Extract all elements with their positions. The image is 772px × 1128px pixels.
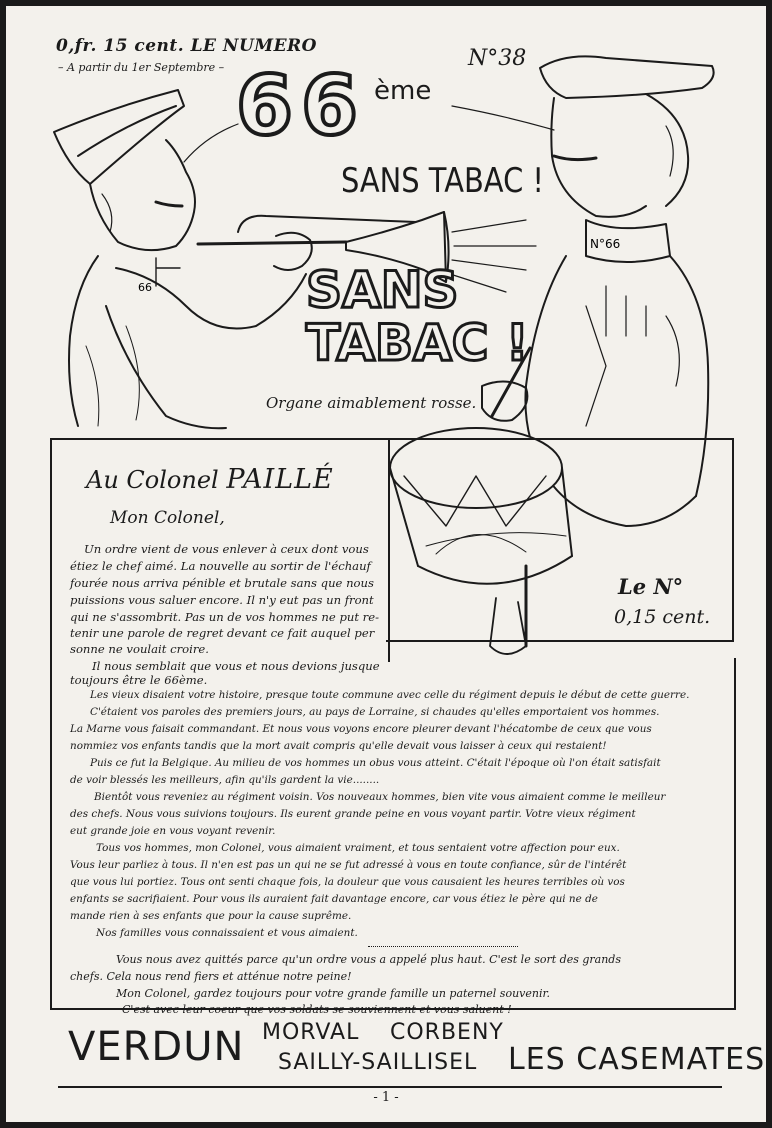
letter-title-prefix: Au Colonel [86, 466, 219, 494]
place-sailly-saillisel: SAILLY-SAILLISEL [278, 1050, 478, 1075]
letter-line: fourée nous arriva pénible et brutale sans que nous [70, 576, 374, 590]
place-morval: MORVAL [262, 1020, 360, 1045]
issue-price-header: 0,fr. 15 cent. LE NUMERO [56, 36, 317, 56]
frame-divider [386, 640, 734, 642]
letter-line: Mon Colonel, gardez toujours pour votre grande famille un paternel souvenir. [116, 987, 551, 1000]
drummer-collar-number: N°66 [590, 237, 621, 251]
letter-separator [368, 946, 518, 947]
price-effective-date: – A partir du 1er Septembre – [58, 61, 225, 74]
newspaper-page [6, 6, 766, 1122]
issue-number: N°38 [468, 46, 527, 71]
letter-line: toujours être le 66ème. [70, 673, 208, 687]
letter-title [86, 464, 334, 495]
letter-line: puissions vous saluer encore. Il n'y eut pas un front [70, 593, 374, 607]
place-les-casemates: LES CASEMATES [508, 1042, 766, 1077]
issue-price-value: 0,15 cent. [614, 606, 711, 628]
page-number: - 1 - [373, 1090, 399, 1105]
letter-line: étiez le chef aimé. La nouvelle au sortir de l'échauf [70, 559, 371, 573]
letter-line: eut grande joie en vous voyant revenir. [70, 825, 276, 837]
letter-line: Vous nous avez quittés parce qu'un ordre vous a appelé plus haut. C'est le sort des grands [116, 953, 621, 966]
letter-line: de voir blessés les meilleurs, afin qu'ils gardent la vie........ [70, 774, 380, 786]
illustration-frame [386, 438, 734, 642]
masthead-tagline: Organe aimablement rosse. [266, 394, 477, 412]
letter-line: Vous leur parliez à tous. Il n'en est pas un qui ne se fut adressé à vous en toute confiance, sûr de l'intérêt [70, 859, 627, 871]
letter-line: C'étaient vos paroles des premiers jours, au pays de Lorraine, si chaudes qu'elles emportaient vos hommes. [90, 706, 660, 718]
letter-line: enfants se sacrifiaient. Pour vous ils auraient fait davantage encore, car vous étiez le père qui ne de [70, 893, 598, 905]
letter-line: chefs. Cela nous rend fiers et atténue notre peine! [70, 970, 352, 983]
masthead-title-line2: TABAC ! [306, 313, 529, 372]
regiment-suffix: ème [374, 76, 432, 106]
letter-line: Il nous semblait que vous et nous devions jusque [92, 659, 380, 673]
letter-line: Bientôt vous reveniez au régiment voisin. Vos nouveaux hommes, bien vite vous aimaient comme le meilleur [94, 791, 666, 803]
place-verdun: VERDUN [68, 1024, 245, 1070]
issue-price-label: Le N° [618, 574, 684, 599]
letter-line: Un ordre vient de vous enlever à ceux dont vous [84, 542, 369, 556]
letter-line: Les vieux disaient votre histoire, presque toute commune avec celle du régiment depuis le début de cette guerre. [90, 689, 690, 701]
letter-line: des chefs. Nous vous suivions toujours. Ils eurent grande peine en vous voyant partir. Votre vieux régiment [70, 808, 636, 820]
masthead-title-small: SANS TABAC ! [341, 161, 545, 201]
letter-line: tenir une parole de regret devant ce fait auquel per [70, 626, 375, 640]
letter-line: nommiez vos enfants tandis que la mort avait compris qu'elle devait vous laisser à ceux qui restaient! [70, 740, 607, 752]
place-corbeny: CORBENY [390, 1020, 504, 1045]
letter-line: C'est avec leur coeur que vos soldats se souviennent et vous saluent ! [122, 1003, 512, 1016]
letter-line: La Marne vous faisait commandant. Et nous vous voyons encore pleurer devant l'hécatombe de ceux que vous [70, 723, 652, 735]
letter-line: mande rien à ses enfants que pour la cause suprême. [70, 910, 352, 922]
letter-line: qui ne s'assombrit. Pas un de vos hommes ne put re- [70, 610, 379, 624]
letter-line: Puis ce fut la Belgique. Au milieu de vos hommes un obus vous atteint. C'était l'époque où l'on était satisfait [90, 757, 661, 769]
masthead-title-line1: SANS [306, 261, 459, 319]
letter-line: que vous lui portiez. Tous ont senti chaque fois, la douleur que vous causaient les heures terribles où vos [70, 876, 625, 888]
masthead-title-big [306, 261, 529, 372]
letter-line: Tous vos hommes, mon Colonel, vous aimaient vraiment, et tous sentaient votre affection pour eux. [96, 842, 620, 854]
footer-rule [58, 1086, 722, 1088]
letter-line: Nos familles vous connaissaient et vous aimaient. [96, 927, 358, 939]
letter-title-name: PAILLÉ [226, 464, 334, 495]
bugler-collar-number: 66 [138, 281, 152, 294]
regiment-number: 66 [236, 59, 367, 154]
letter-salutation: Mon Colonel, [110, 508, 225, 528]
letter-line: sonne ne voulait croire. [70, 642, 209, 656]
